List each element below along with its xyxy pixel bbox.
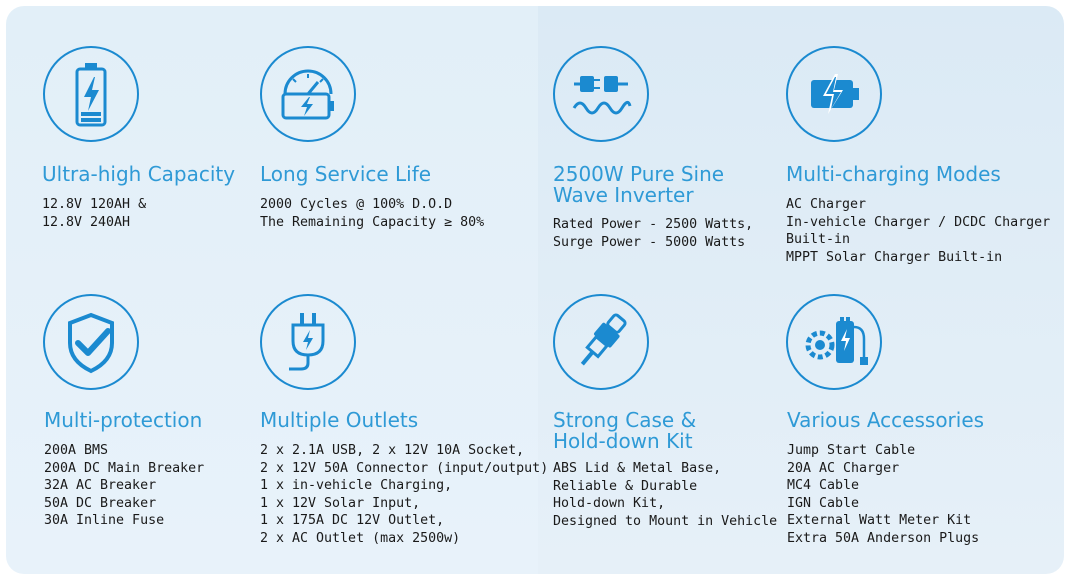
feature-title: Multi-charging Modes <box>786 162 1001 186</box>
feature-description: 2000 Cycles @ 100% D.O.D The Remaining Capacity ≥ 80% <box>260 197 485 230</box>
feature-description: Rated Power - 2500 Watts, Surge Power - 5000 Watts <box>553 217 754 250</box>
shield-check-icon <box>43 294 139 390</box>
feature-description: 12.8V 120AH & 12.8V 240AH <box>42 197 147 230</box>
accessories-icon <box>786 294 882 390</box>
feature-description: AC Charger In-vehicle Charger / DCDC Charger Built-in MPPT Solar Charger Built-in <box>786 197 1051 265</box>
feature-description: ABS Lid & Metal Base, Reliable & Durable Hold-down Kit, Designed to Mount in Vehicle <box>553 461 778 529</box>
feature-title: Long Service Life <box>260 162 432 186</box>
feature-title: Multiple Outlets <box>260 408 419 432</box>
battery-bolt-icon <box>43 46 139 142</box>
feature-title: Strong Case & Hold-down Kit <box>553 408 697 453</box>
feature-title: Ultra-high Capacity <box>42 162 236 186</box>
feature-title: Multi-protection <box>44 408 203 432</box>
feature-title: Various Accessories <box>787 408 985 432</box>
feature-description: Jump Start Cable 20A AC Charger MC4 Cable IGN Cable External Watt Meter Kit Extra 50A Anderson Plugs <box>787 443 980 546</box>
feature-description: 200A BMS 200A DC Main Breaker 32A AC Breaker 50A DC Breaker 30A Inline Fuse <box>44 443 205 528</box>
power-plug-icon <box>260 294 356 390</box>
gauge-battery-icon <box>260 46 356 142</box>
feature-description: 2 x 2.1A USB, 2 x 12V 10A Socket, 2 x 12V 50A Connector (input/output) 1 x in-vehicle Charging, 1 x 12V Solar Input, 1 x 175A DC 12V Outlet, 2 x AC Outlet (max 2500w) <box>260 443 549 546</box>
sine-wave-plug-icon <box>553 46 649 142</box>
battery-charging-icon <box>786 46 882 142</box>
connector-icon <box>553 294 649 390</box>
feature-title: 2500W Pure Sine Wave Inverter <box>553 162 725 207</box>
